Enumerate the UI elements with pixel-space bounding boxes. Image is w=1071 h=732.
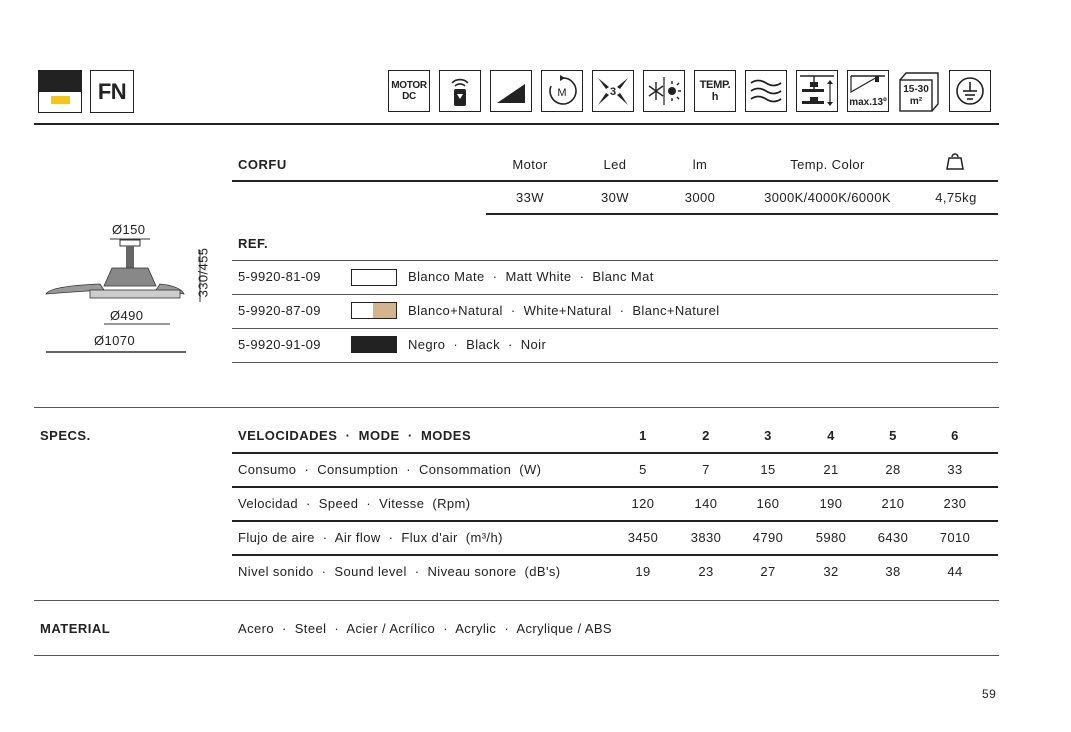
height-adjust-icon [796, 70, 838, 112]
mode-header: 4 [827, 428, 835, 443]
specs-cell: 140 [694, 496, 718, 511]
dimmable-icon [490, 70, 532, 112]
svg-text:m²: m² [909, 96, 923, 107]
specs-rule-2 [232, 520, 998, 522]
specs-row-label: Nivel sonido · Sound level · Niveau sonore (dB's) [238, 564, 561, 579]
specs-cell: 120 [631, 496, 655, 511]
fn-label: FN [97, 78, 127, 104]
material-bottom-divider [34, 655, 999, 656]
earth-class-icon [949, 70, 991, 112]
spec-header-led: Led [603, 157, 627, 172]
spec-value-lm: 3000 [684, 190, 716, 205]
page-number: 59 [982, 687, 997, 701]
motor-dc-icon: MOTOR DC [388, 70, 430, 112]
color-swatch-black [351, 336, 397, 353]
color-category-icon [38, 70, 82, 113]
spec-value-temp-color: 3000K/4000K/6000K [764, 190, 891, 205]
mode-header: 6 [951, 428, 959, 443]
summer-winter-icon [643, 70, 685, 112]
product-name: CORFU [238, 157, 287, 172]
mode-header: 5 [889, 428, 897, 443]
timer-icon: TEMP. h [694, 70, 736, 112]
ref-rule-0 [232, 260, 998, 261]
spec-value-led: 30W [601, 190, 629, 205]
specs-cell: 27 [760, 564, 776, 579]
ref-code: 5-9920-87-09 [238, 303, 321, 318]
ref-title: REF. [238, 236, 269, 251]
dimension-blade-diameter: Ø1070 [94, 333, 136, 348]
reverse-motor-icon [541, 70, 583, 112]
specs-cell: 38 [885, 564, 901, 579]
specs-cell: 44 [947, 564, 963, 579]
specs-row-label: Flujo de aire · Air flow · Flux d'air (m³/h) [238, 530, 503, 545]
specs-cell: 190 [819, 496, 843, 511]
specs-cell: 23 [698, 564, 714, 579]
specs-rule-3 [232, 554, 998, 556]
airflow-icon [745, 70, 787, 112]
ref-rule-2 [232, 328, 998, 329]
svg-text:15-30: 15-30 [903, 84, 929, 95]
weight-icon [945, 152, 965, 170]
specs-rule-0 [232, 452, 998, 454]
material-label: MATERIAL [40, 621, 111, 636]
spec-value-rule [486, 213, 998, 215]
spec-header-rule [232, 180, 998, 182]
specs-cell: 160 [756, 496, 780, 511]
specs-cell: 6430 [877, 530, 909, 545]
max-slope-icon [847, 70, 889, 112]
specs-cell: 5980 [815, 530, 847, 545]
dimension-body-diameter: Ø490 [110, 308, 144, 323]
fn-badge [90, 70, 134, 113]
specs-cell: 3450 [627, 530, 659, 545]
ref-description: Blanco Mate · Matt White · Blanc Mat [408, 269, 654, 284]
material-section-divider [34, 600, 999, 601]
specs-rule-1 [232, 486, 998, 488]
mode-header: 3 [764, 428, 772, 443]
specs-title: VELOCIDADES · MODE · MODES [238, 428, 472, 443]
specs-cell: 210 [881, 496, 905, 511]
specs-cell: 230 [943, 496, 967, 511]
specs-cell: 4790 [752, 530, 784, 545]
mode-header: 1 [639, 428, 647, 443]
specs-cell: 3830 [690, 530, 722, 545]
mode-header: 2 [702, 428, 710, 443]
ref-code: 5-9920-91-09 [238, 337, 321, 352]
ref-description: Blanco+Natural · White+Natural · Blanc+Naturel [408, 303, 720, 318]
specs-label: SPECS. [40, 428, 91, 443]
dimension-top-diameter: Ø150 [112, 222, 146, 237]
specs-cell: 15 [760, 462, 776, 477]
spec-header-temp-color: Temp. Color [790, 157, 865, 172]
dimension-height: 330/455 [195, 247, 211, 298]
header-divider [34, 123, 999, 125]
specs-row-label: Consumo · Consumption · Consommation (W) [238, 462, 542, 477]
color-swatch-white-natural [351, 302, 397, 319]
spec-value-motor: 33W [516, 190, 544, 205]
ref-rule-1 [232, 294, 998, 295]
specs-cell: 21 [823, 462, 839, 477]
specs-section-divider [34, 407, 999, 408]
specs-row-label: Velocidad · Speed · Vitesse (Rpm) [238, 496, 471, 511]
specs-cell: 7 [702, 462, 710, 477]
specs-cell: 19 [635, 564, 651, 579]
ref-description: Negro · Black · Noir [408, 337, 547, 352]
specs-cell: 33 [947, 462, 963, 477]
ref-code: 5-9920-81-09 [238, 269, 321, 284]
svg-text:max.13º: max.13º [849, 97, 887, 108]
spec-header-lm: lm [692, 157, 708, 172]
specs-cell: 7010 [939, 530, 971, 545]
area-icon [898, 70, 940, 112]
specs-cell: 32 [823, 564, 839, 579]
material-text: Acero · Steel · Acier / Acrílico · Acrylic · Acrylique / ABS [238, 621, 612, 636]
svg-text:3: 3 [609, 86, 617, 98]
color-swatch-white [351, 269, 397, 286]
specs-cell: 28 [885, 462, 901, 477]
spec-header-motor: Motor [512, 157, 548, 172]
remote-control-icon [439, 70, 481, 112]
ref-rule-3 [232, 362, 998, 363]
spec-value-weight: 4,75kg [935, 190, 977, 205]
svg-text:M: M [557, 87, 567, 99]
three-blades-icon [592, 70, 634, 112]
specs-cell: 5 [639, 462, 647, 477]
